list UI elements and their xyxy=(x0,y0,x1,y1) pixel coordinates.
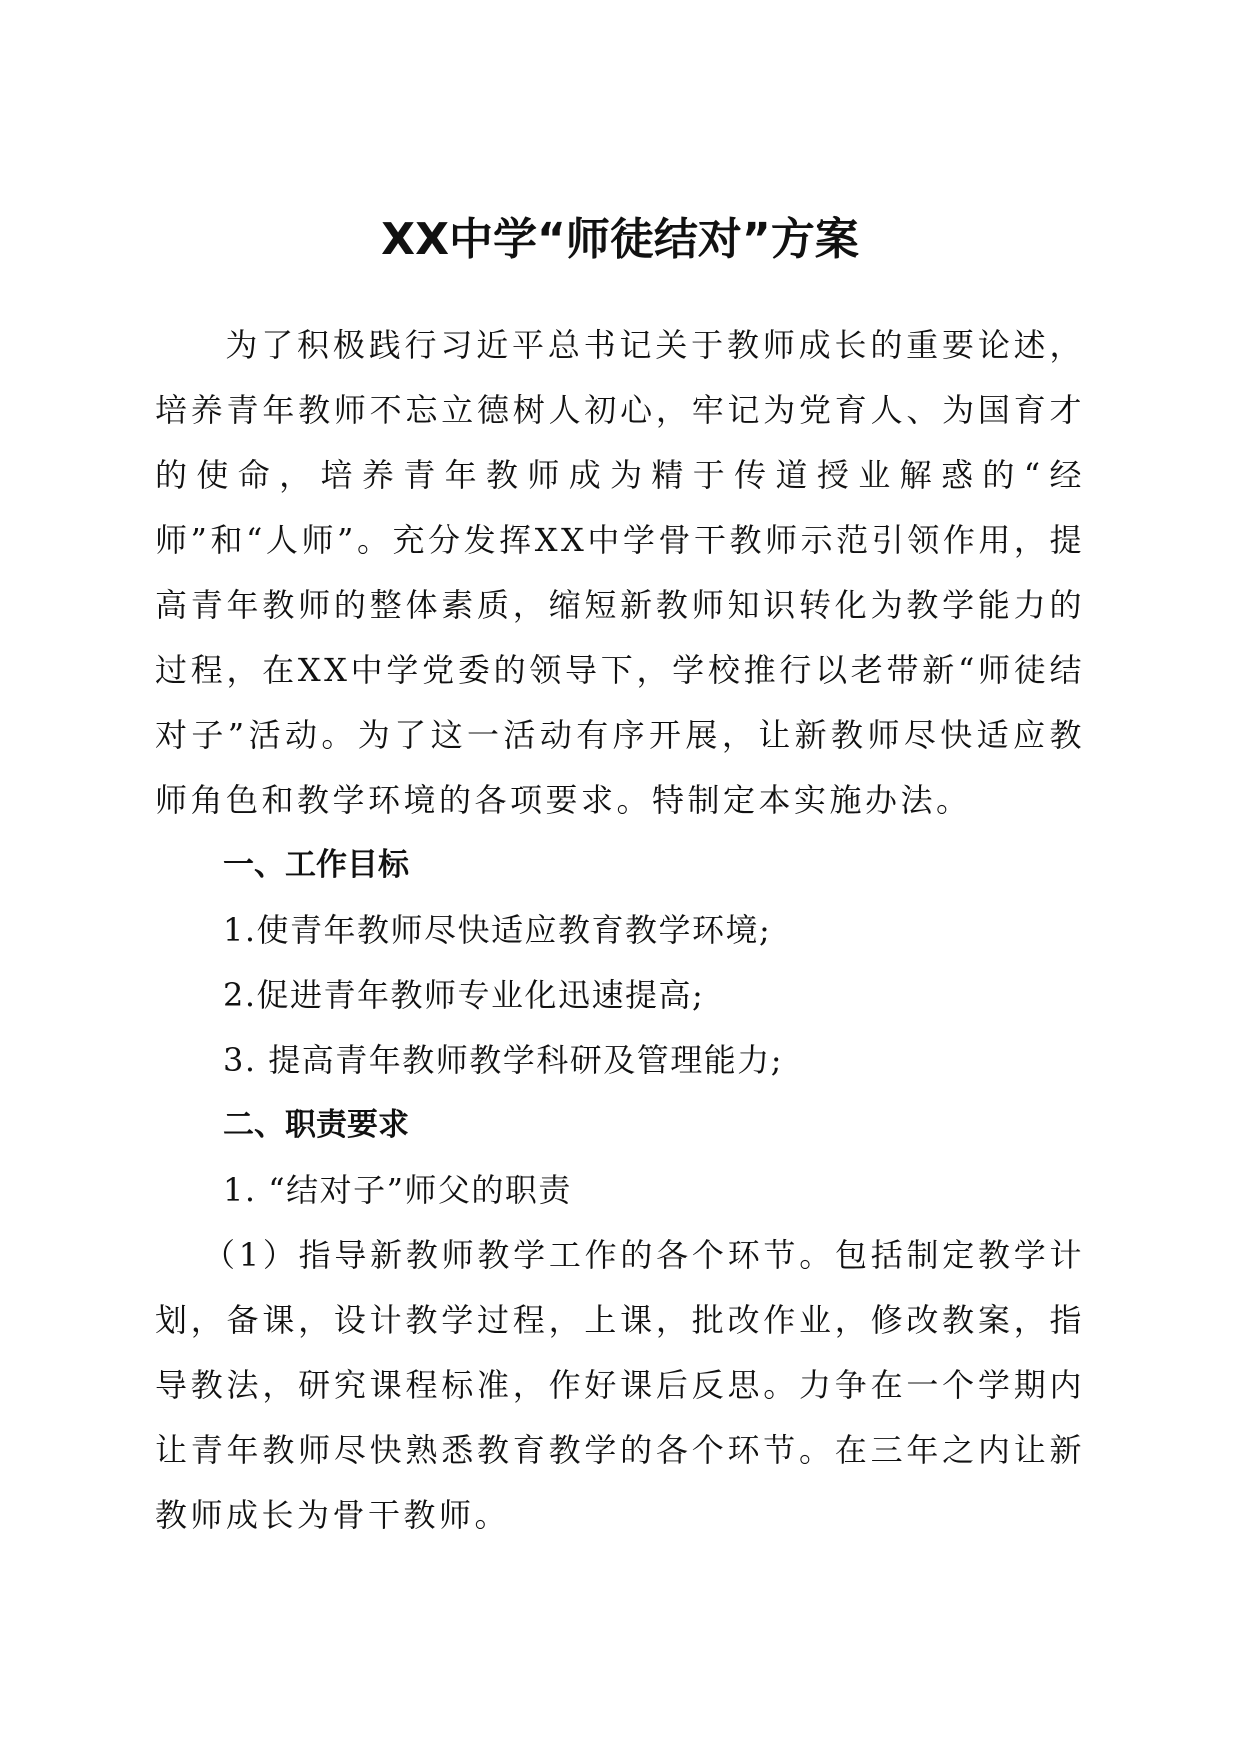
goal-item-3: 3. 提高青年教师教学科研及管理能力; xyxy=(223,1041,783,1079)
intro-paragraph: 为了积极践行习近平总书记关于教师成长的重要论述，培养青年教师不忘立德树人初心，牢记为党育人、为国育才的使命，培养青年教师成为精于传道授业解惑的“经师”和“人师”。充分发挥XX中学骨干教师示范引领作用，提高青年教师的整体素质，缩短新教师知识转化为教学能力的过程，在XX中学党委的领导下，学校推行以老带新“师徒结对子”活动。为了这一活动有序开展，让新教师尽快适应教师角色和教学环境的各项要求。特制定本实施办法。 xyxy=(155,326,1085,819)
duty-item-1: 1. “结对子”师父的职责 xyxy=(223,1171,572,1209)
goal-item-1: 1.使青年教师尽快适应教育教学环境; xyxy=(223,911,772,949)
duty-subparagraph-1: （1）指导新教师教学工作的各个环节。包括制定教学计划，备课，设计教学过程，上课，批改作业，修改教案，指导教法，研究课程标准，作好课后反思。力争在一个学期内让青年教师尽快熟悉教育教学的各个环节。在三年之内让新教师成长为骨干教师。 xyxy=(155,1236,1085,1534)
section-heading-goals: 一、工作目标 xyxy=(223,847,409,883)
document-body xyxy=(155,313,1085,1548)
document-title: XX中学“师徒结对”方案 xyxy=(381,214,859,265)
goal-item-2: 2.促进青年教师专业化迅速提高; xyxy=(223,976,705,1014)
section-heading-duties: 二、职责要求 xyxy=(223,1107,409,1143)
